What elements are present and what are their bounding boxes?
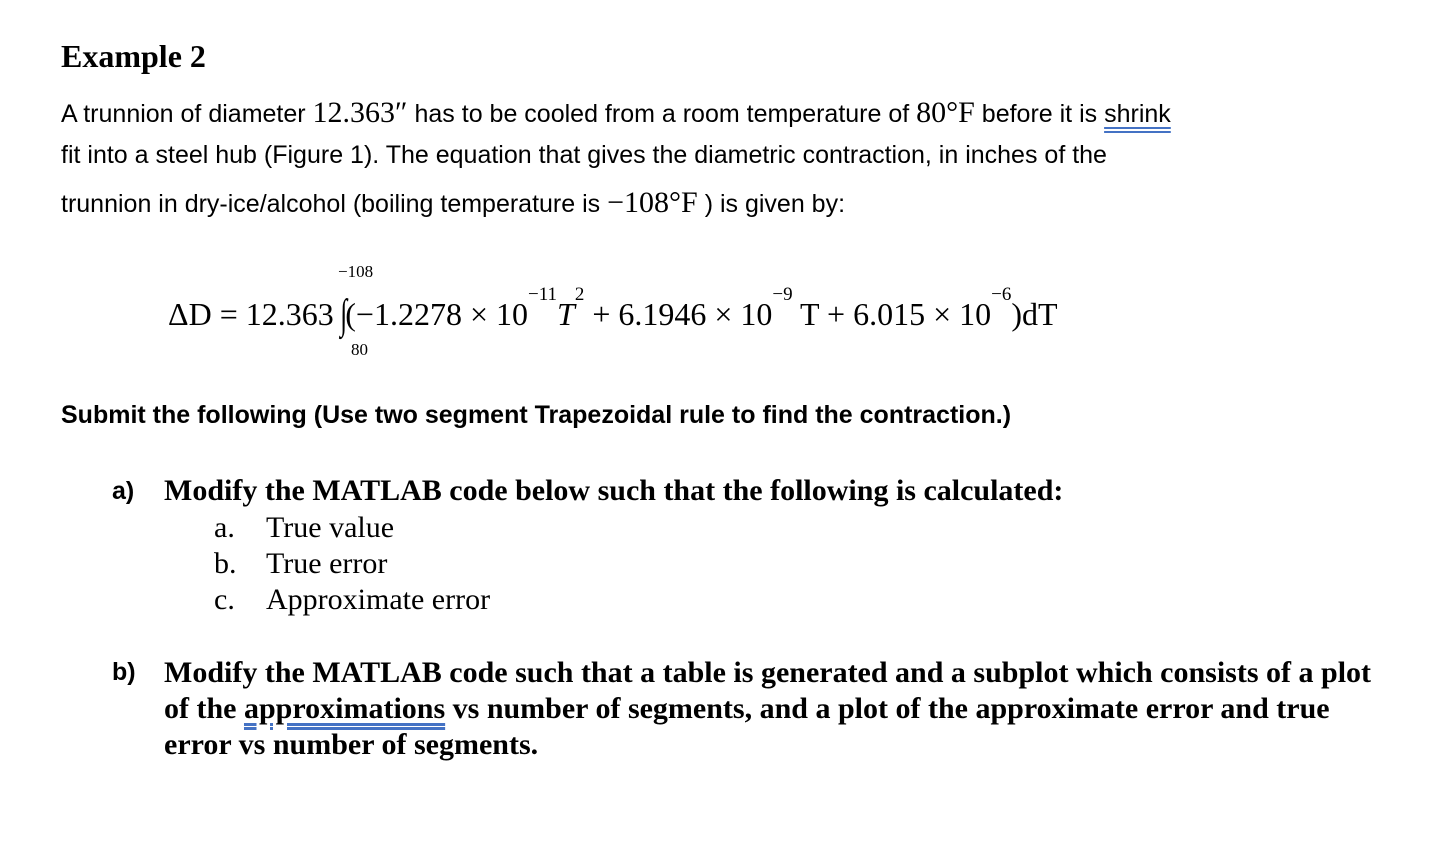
part-b-text-a: Modify the MATLAB code such that a table is generated and a subplot which consists of a plot of the xyxy=(164,656,1372,725)
part-b-text-b: vs number of segments, and a plot of the approximate error and true error vs number of segments. xyxy=(164,692,1330,761)
equation-lhs: ΔD = 12.363 xyxy=(168,296,334,332)
list-item-text: Approximate error xyxy=(266,583,491,616)
equation-exponent: −11 xyxy=(528,284,558,305)
integral-upper-limit: −108 xyxy=(338,262,374,281)
list-item-text: True value xyxy=(266,511,395,544)
list-item-letter: c. xyxy=(214,583,235,616)
intro-text: has to be cooled from a room temperature of xyxy=(414,100,910,128)
boil-temp-value: −108°F xyxy=(607,186,698,219)
grammar-flag-shrink[interactable]: shrink xyxy=(1104,100,1171,128)
equation-term: T + 6.015 × 10 xyxy=(792,296,992,332)
equation-term: T xyxy=(557,296,575,332)
grammar-flag-approximations[interactable]: approximations xyxy=(243,692,446,725)
part-b-text xyxy=(164,655,1394,763)
intro-text: trunnion in dry-ice/alcohol (boiling temperature is xyxy=(61,190,601,218)
equation-exponent: −6 xyxy=(991,284,1012,305)
equation-term: + 6.1946 × 10 xyxy=(584,296,773,332)
contraction-equation xyxy=(168,258,1168,368)
part-a-text: Modify the MATLAB code below such that the following is calculated: xyxy=(164,474,1064,507)
list-item-letter: a. xyxy=(214,511,235,544)
page-title: Example 2 xyxy=(61,38,206,74)
intro-line-1 xyxy=(61,96,1171,130)
intro-text: before it is xyxy=(981,100,1098,128)
submit-heading: Submit the following (Use two segment Trapezoidal rule to find the contraction.) xyxy=(61,401,1012,429)
part-a-marker: a) xyxy=(112,477,135,505)
list-item xyxy=(214,547,387,581)
diameter-value: 12.363″ xyxy=(312,96,408,129)
equation-body xyxy=(168,284,1058,338)
equation-term: )dT xyxy=(1011,296,1058,332)
equation-exponent: 2 xyxy=(574,284,585,305)
part-b-marker: b) xyxy=(112,658,136,686)
list-item xyxy=(214,583,490,617)
equation-term: (−1.2278 × 10 xyxy=(345,296,528,332)
intro-text: A trunnion of diameter xyxy=(61,100,306,128)
list-item-letter: b. xyxy=(214,547,237,580)
intro-text: ) is given by: xyxy=(704,190,846,218)
list-item xyxy=(214,511,394,545)
intro-line-3 xyxy=(61,186,845,220)
equation-exponent: −9 xyxy=(772,284,793,305)
room-temp-value: 80°F xyxy=(916,96,975,129)
intro-line-2: fit into a steel hub (Figure 1). The equation that gives the diametric contraction, in inches of the xyxy=(61,141,1107,169)
integral-lower-limit: 80 xyxy=(351,340,368,359)
list-item-text: True error xyxy=(266,547,388,580)
integral-sign: ∫ xyxy=(340,292,347,338)
